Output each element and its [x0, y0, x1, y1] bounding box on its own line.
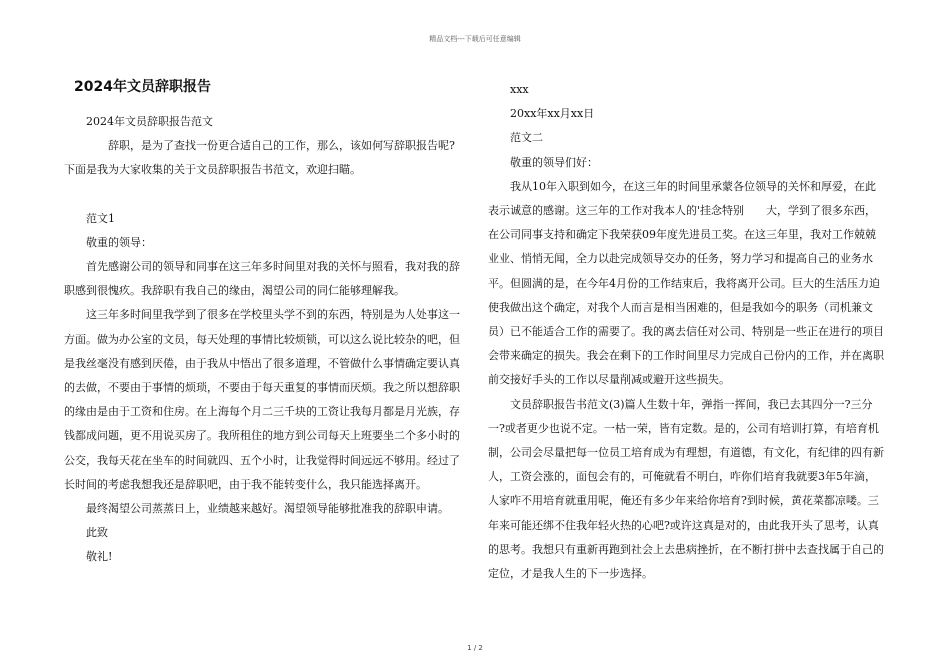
paragraph: 辞职，是为了查找一份更合适自己的工作，那么，该如何写辞职报告呢?下面是我为大家收集的关于文员辞职报告书范文，欢迎扫瞄。: [64, 139, 455, 177]
left-body: [64, 110, 462, 570]
paragraph: 敬礼!: [86, 550, 113, 564]
paragraph: 范文1: [86, 211, 115, 225]
paragraph: 首先感谢公司的领导和同事在这三年多时间里对我的关怀与照看，我对我的辞职感到很愧疚。我辞职有我自己的缘由，渴望公司的同仁能够理解我。: [64, 260, 460, 298]
spacer: [64, 183, 462, 207]
paragraph: 范文二: [510, 131, 543, 145]
paragraph: 这三年多时间里我学到了很多在学校里头学不到的东西，特别是为人处事这一方面。做为办公室的文员，每天处理的事情比较烦锁，可以这么说比较杂的吧，但是我丝毫没有感到厌倦，由于我从中悟出了很多道理，不管做什么事情确定要认真的去做，不要由于事情的烦琐，不要由于每天重复的事情而厌烦。我之所以想辞职的缘由是由于工资和住房。在上海每个月二三千块的工资让我每月都是月光族，存钱都成问题，更不用说买房了。我所租住的地方到公司每天上班要坐二个多小时的公交，我每天花在坐车的时间就四、五个小时，让我觉得时间远远不够用。经过了长时间的考虑我想我还是辞职吧，由于我不能转变什么，我只能选择离开。: [64, 308, 460, 491]
paragraph: 20xx年xx月xx日: [510, 107, 595, 121]
left-column: [64, 78, 462, 570]
paragraph: 敬重的领导：: [86, 235, 152, 249]
right-column: [488, 78, 884, 586]
paragraph: 我从10年入职到如今，在这三年的时间里承蒙各位领导的关怀和厚爱，在此表示诚意的感谢。这三年的工作对我本人的'挂念特别 大，学到了很多东西，在公司同事支持和确定下我荣获09年度先进员工奖。在这三年里，我对工作兢兢业业、悄悄无闻，全力以赴完成领导交办的任务，努力学习和提高自己的业务水平。但圆满的是，在今年4月份的工作结束后，我将离开公司。巨大的生活压力迫使我做出这个确定，对我个人而言是相当困难的，但是我如今的职务（司机兼文员）已不能适合工作的需要了。我的离去信任对公司、特别是一些正在进行的项目会带来确定的损失。我会在剩下的工作时间里尽力完成自己份内的工作，并在离职前交接好手头的工作以尽量削减或避开这些损失。: [488, 179, 884, 387]
paragraph: 此致: [86, 526, 108, 540]
paragraph: xxx: [510, 83, 529, 96]
paragraph: 敬重的领导们好：: [510, 155, 598, 169]
page-number: 1 / 2: [467, 644, 483, 652]
paragraph: 文员辞职报告书范文(3)篇人生数十年，弹指一挥间，我已去其四分一?三分一?或者更少也说不定。一枯一荣，皆有定数。是的，公司有培训打算，有培育机制，公司会尽量把每一位员工培育成为有理想，有道德，有文化，有纪律的四有新人，工资会涨的，面包会有的，可俺就看不明白，咋你们培育我就要3年5年滴，人家咋不用培育就重用呢，俺还有多少年来给你培育?到时候，黄花菜都凉喽。三年来可能还绑不住我年轻火热的心吧?或许这真是对的，由此我开头了思考，认真的思考。我想只有重新再跑到社会上去患病挫折，在不断打拼中去查找属于自己的定位，才是我人生的下一步选择。: [488, 397, 884, 581]
paragraph: 最终渴望公司蒸蒸日上，业绩越来越好。渴望领导能够批准我的辞职申请。: [86, 502, 449, 516]
document-title: 2024年文员辞职报告: [74, 79, 211, 95]
header-note: 精品文档---下载后可任意编辑: [429, 35, 521, 43]
right-body: [488, 78, 884, 586]
paragraph: 2024年文员辞职报告范文: [86, 115, 213, 128]
